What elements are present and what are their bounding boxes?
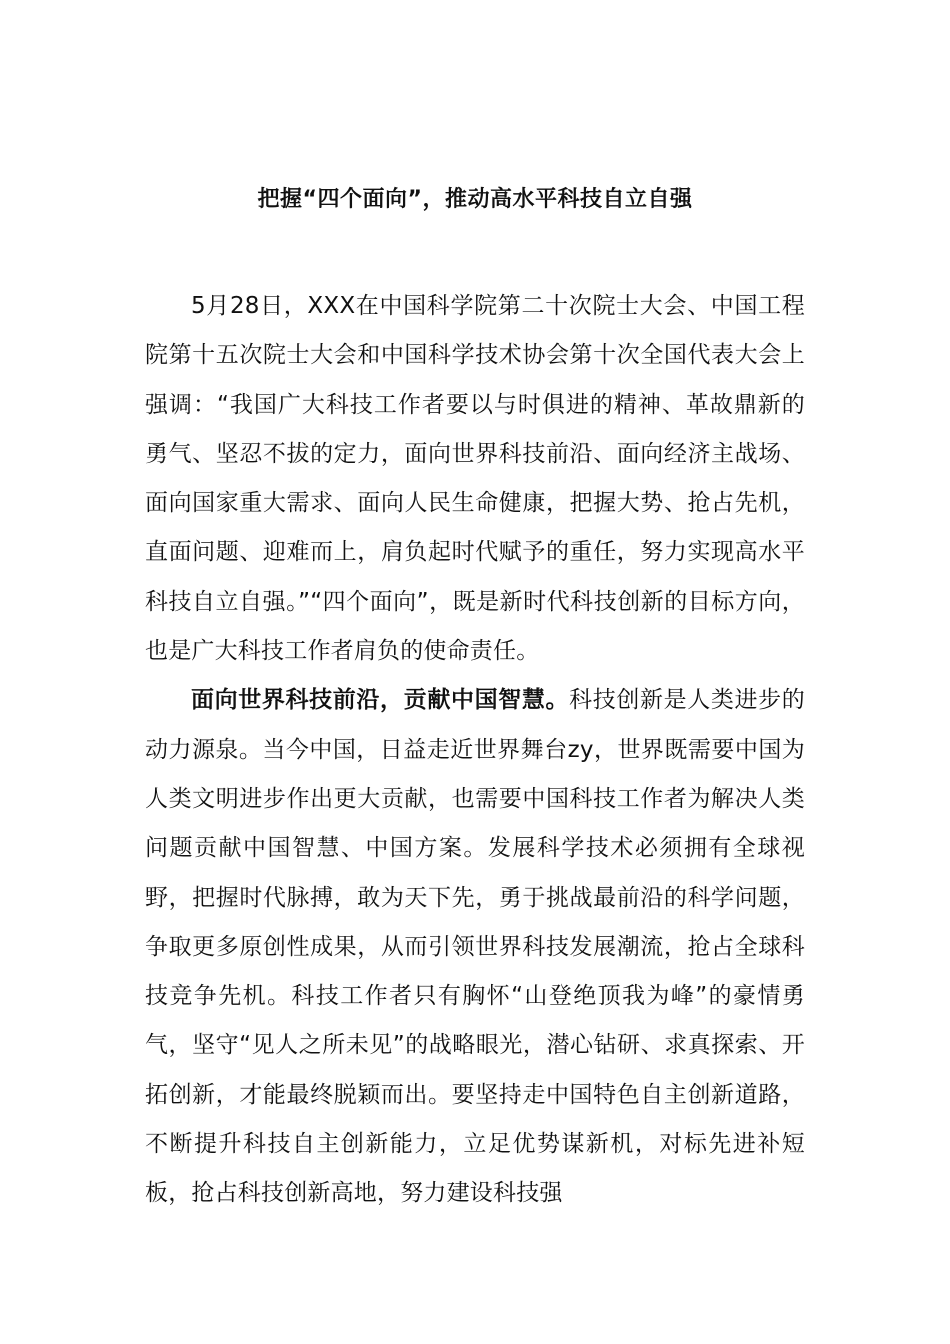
paragraph-science-frontier (145, 676, 805, 1218)
paragraph-text: 科技创新是人类进步的动力源泉。当今中国，日益走近世界舞台zy，世界既需要中国为人类文明进步作出更大贡献，也需要中国科技工作者为解决人类问题贡献中国智慧、中国方案。发展科学技术必须拥有全球视野，把握时代脉搏，敢为天下先，勇于挑战最前沿的科学问题，争取更多原创性成果，从而引领世界科技发展潮流，抢占全球科技竞争先机。科技工作者只有胸怀“山登绝顶我为峰”的豪情勇气，坚守“见人之所未见”的战略眼光，潜心钻研、求真探索、开拓创新，才能最终脱颖而出。要坚持走中国特色自主创新道路，不断提升科技自主创新能力，立足优势谋新机，对标先进补短板，抢占科技创新高地，努力建设科技强 (145, 687, 806, 1207)
document-body (145, 282, 805, 1219)
paragraph-intro (145, 282, 805, 676)
paragraph-lead: 面向世界科技前沿，贡献中国智慧。 (191, 687, 570, 714)
document-title: 把握“四个面向”，推动高水平科技自立自强 (257, 187, 693, 212)
paragraph-text: 5月28日，XXX在中国科学院第二十次院士大会、中国工程院第十五次院士大会和中国科学技术协会第十次全国代表大会上强调：“我国广大科技工作者要以与时俱进的精神、革故鼎新的勇气、坚忍不拔的定力，面向世界科技前沿、面向经济主战场、面向国家重大需求、面向人民生命健康，把握大势、抢占先机，直面问题、迎难而上，肩负起时代赋予的重任，努力实现高水平科技自立自强。”“四个面向”，既是新时代科技创新的目标方向，也是广大科技工作者肩负的使命责任。 (145, 293, 805, 665)
